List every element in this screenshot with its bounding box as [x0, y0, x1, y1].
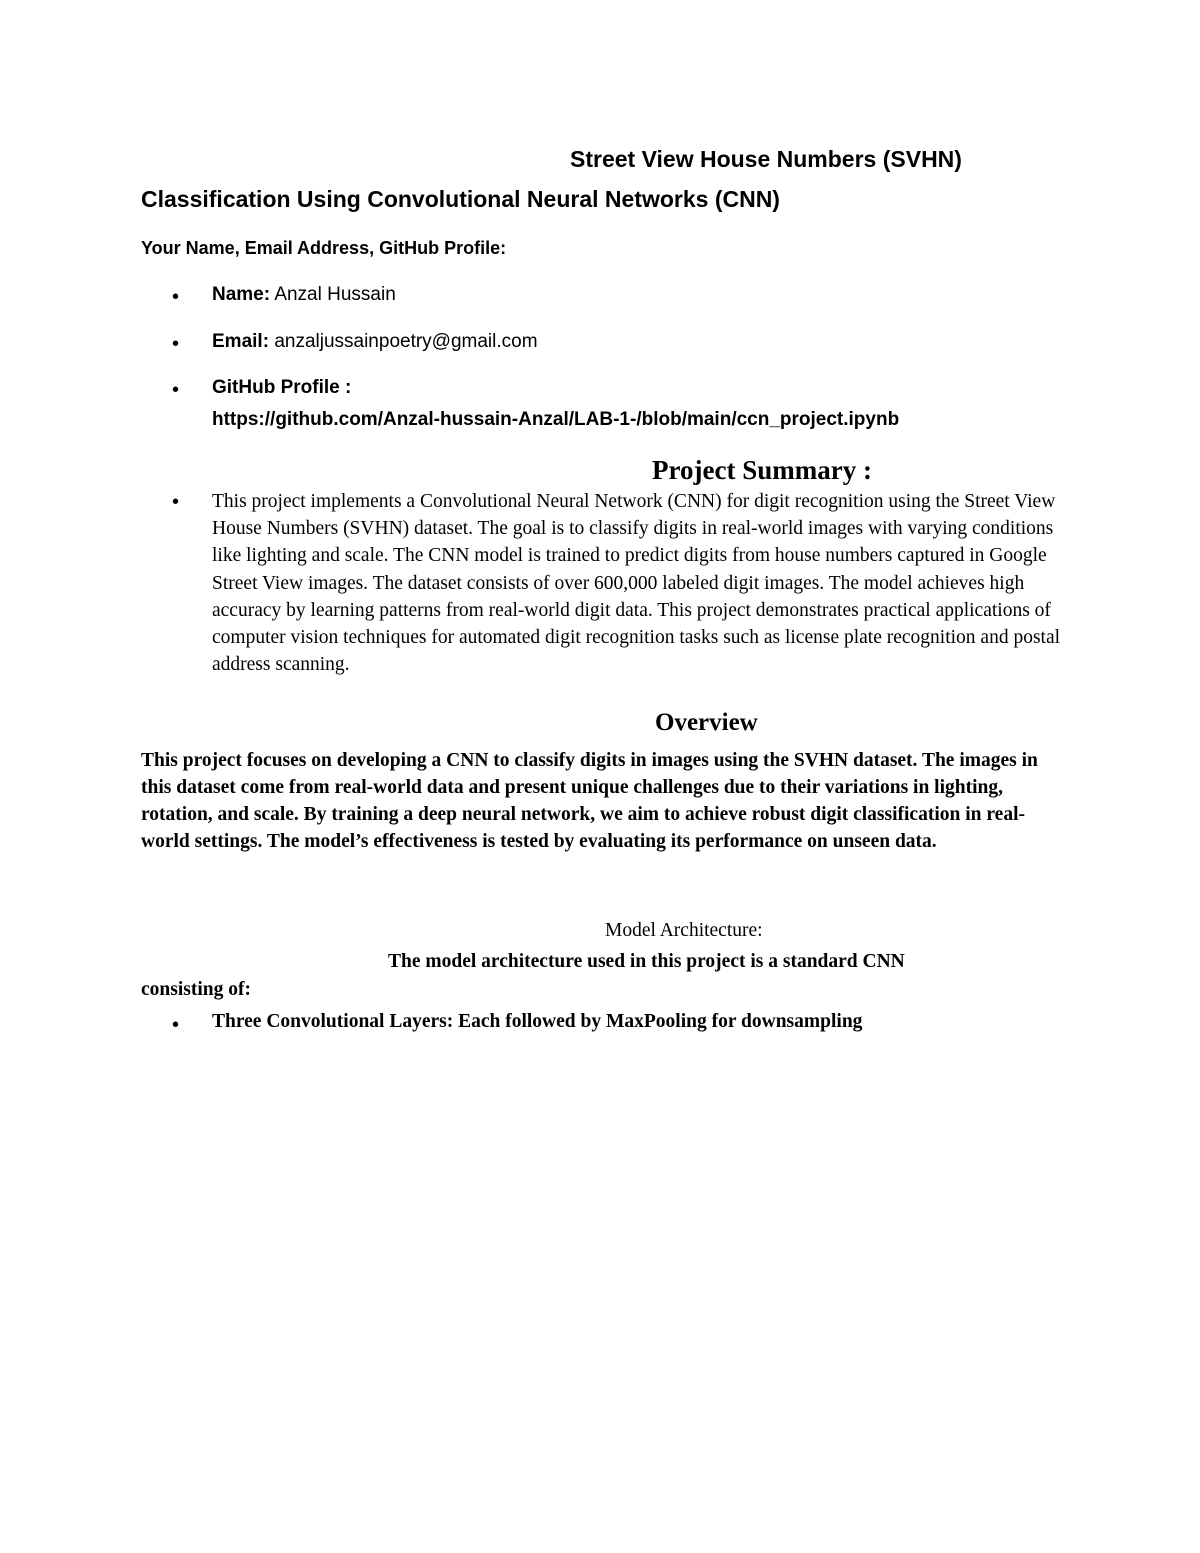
github-link[interactable]: https://github.com/Anzal-hussain-Anzal/LAB-1-/blob/main/ccn_project.ipynb: [212, 409, 900, 430]
bullet-icon: •: [172, 286, 180, 308]
contact-name: [212, 284, 396, 306]
contact-email: [212, 331, 538, 353]
architecture-heading: Model Architecture:: [605, 920, 763, 941]
architecture-item: Three Convolutional Layers: Each followed by MaxPooling for downsampling: [212, 1011, 863, 1032]
summary-paragraph: This project implements a Convolutional Neural Network (CNN) for digit recognition using the Street View House Numbers (SVHN) dataset. The goal is to classify digits in real-world images with varying conditions like lighting and scale. The CNN model is trained to predict digits from house numbers captured in Google Street View images. The dataset consists of over 600,000 labeled digit images. The model achieves high accuracy by learning patterns from real-world digit data. This project demonstrates practical applications of computer vision techniques for automated digit recognition tasks such as license plate recognition and postal address scanning.: [212, 491, 1061, 676]
bullet-icon: •: [172, 1014, 180, 1036]
overview-paragraph: This project focuses on developing a CNN to classify digits in images using the SVHN dataset. The images in this dataset come from real-world data and present unique challenges due to their variations in lighting, rotation, and scale. By training a deep neural network, we aim to achieve robust digit classification in real-world settings. The model’s effectiveness is tested by evaluating its performance on unseen data.: [141, 750, 1038, 852]
contact-heading: Your Name, Email Address, GitHub Profile:: [141, 238, 507, 258]
github-label: GitHub Profile :: [212, 377, 352, 398]
email-value[interactable]: anzaljussainpoetry@gmail.com: [274, 331, 538, 352]
architecture-intro-line-1: The model architecture used in this project is a standard CNN: [388, 951, 905, 972]
bullet-icon: •: [172, 491, 180, 513]
title-line-2: Classification Using Convolutional Neural Networks (CNN): [141, 186, 780, 212]
architecture-intro-line-2: consisting of:: [141, 979, 251, 1000]
summary-heading: Project Summary :: [652, 455, 872, 485]
name-label: Name:: [212, 284, 271, 305]
title-line-1: Street View House Numbers (SVHN): [570, 146, 962, 172]
bullet-icon: •: [172, 379, 180, 401]
overview-heading: Overview: [655, 709, 758, 736]
email-label: Email:: [212, 331, 270, 352]
name-value: Anzal Hussain: [274, 284, 396, 305]
bullet-icon: •: [172, 333, 180, 355]
